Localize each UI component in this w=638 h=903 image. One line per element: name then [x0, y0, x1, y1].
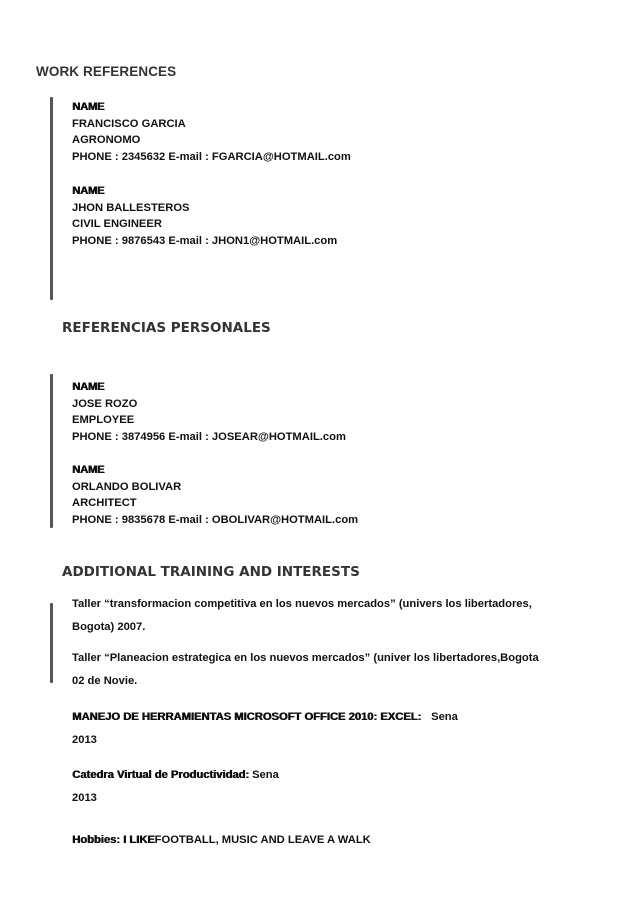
course-text: Taller “transformacion competitiva en los nuevos mercados” (univers los libertadores, [72, 598, 532, 610]
office-institution: Sena [431, 711, 458, 723]
office-year: 2013 [72, 734, 97, 746]
reference-contact: PHONE : 9876543 E-mail : JHON1@HOTMAIL.com [72, 234, 338, 247]
name-label: NAME [72, 464, 105, 476]
reference-entry [72, 183, 337, 249]
reference-name: JOSE ROZO [72, 397, 138, 410]
catedra-label: Catedra Virtual de Productividad: [72, 769, 249, 781]
hobbies-text: FOOTBALL, MUSIC AND LEAVE A WALK [154, 834, 371, 846]
reference-contact: PHONE : 3874956 E-mail : JOSEAR@HOTMAIL.com [72, 430, 346, 443]
reference-contact: PHONE : 2345632 E-mail : FGARCIA@HOTMAIL.com [72, 150, 351, 163]
reference-role: AGRONOMO [72, 134, 141, 146]
section-divider-bar [50, 603, 53, 683]
training-course [72, 593, 532, 639]
catedra-year: 2013 [72, 792, 97, 804]
reference-role: EMPLOYEE [72, 414, 135, 426]
section-divider-bar [50, 374, 53, 528]
training-catedra [72, 764, 279, 810]
name-label: NAME [72, 101, 105, 113]
reference-name: FRANCISCO GARCIA [72, 117, 186, 130]
course-text: Bogota) 2007. [72, 621, 146, 633]
hobbies [72, 829, 371, 852]
reference-role: CIVIL ENGINEER [72, 218, 162, 230]
course-text: Taller “Planeacion estrategica en los nuevos mercados” (univer los libertadores,Bogota [72, 652, 539, 664]
reference-entry [72, 379, 346, 445]
section-heading-personal-references: REFERENCIAS PERSONALES [62, 320, 271, 336]
catedra-institution: Sena [252, 769, 279, 781]
name-label: NAME [72, 381, 105, 393]
training-course [72, 647, 539, 693]
section-divider-bar [50, 97, 53, 300]
section-heading-work-references: WORK REFERENCES [36, 64, 177, 79]
course-text: 02 de Novie. [72, 675, 138, 687]
hobbies-label: Hobbies: I LIKE [72, 834, 155, 846]
name-label: NAME [72, 185, 105, 197]
section-heading-training: ADDITIONAL TRAINING AND INTERESTS [62, 564, 360, 580]
office-label: MANEJO DE HERRAMIENTAS MICROSOFT OFFICE 2010: EXCEL: [72, 711, 422, 723]
reference-entry [72, 99, 351, 165]
reference-name: ORLANDO BOLIVAR [72, 480, 182, 493]
reference-contact: PHONE : 9835678 E-mail : OBOLIVAR@HOTMAIL.com [72, 513, 359, 526]
training-office [72, 706, 458, 752]
reference-entry [72, 462, 358, 528]
reference-name: JHON BALLESTEROS [72, 201, 190, 214]
reference-role: ARCHITECT [72, 497, 137, 509]
